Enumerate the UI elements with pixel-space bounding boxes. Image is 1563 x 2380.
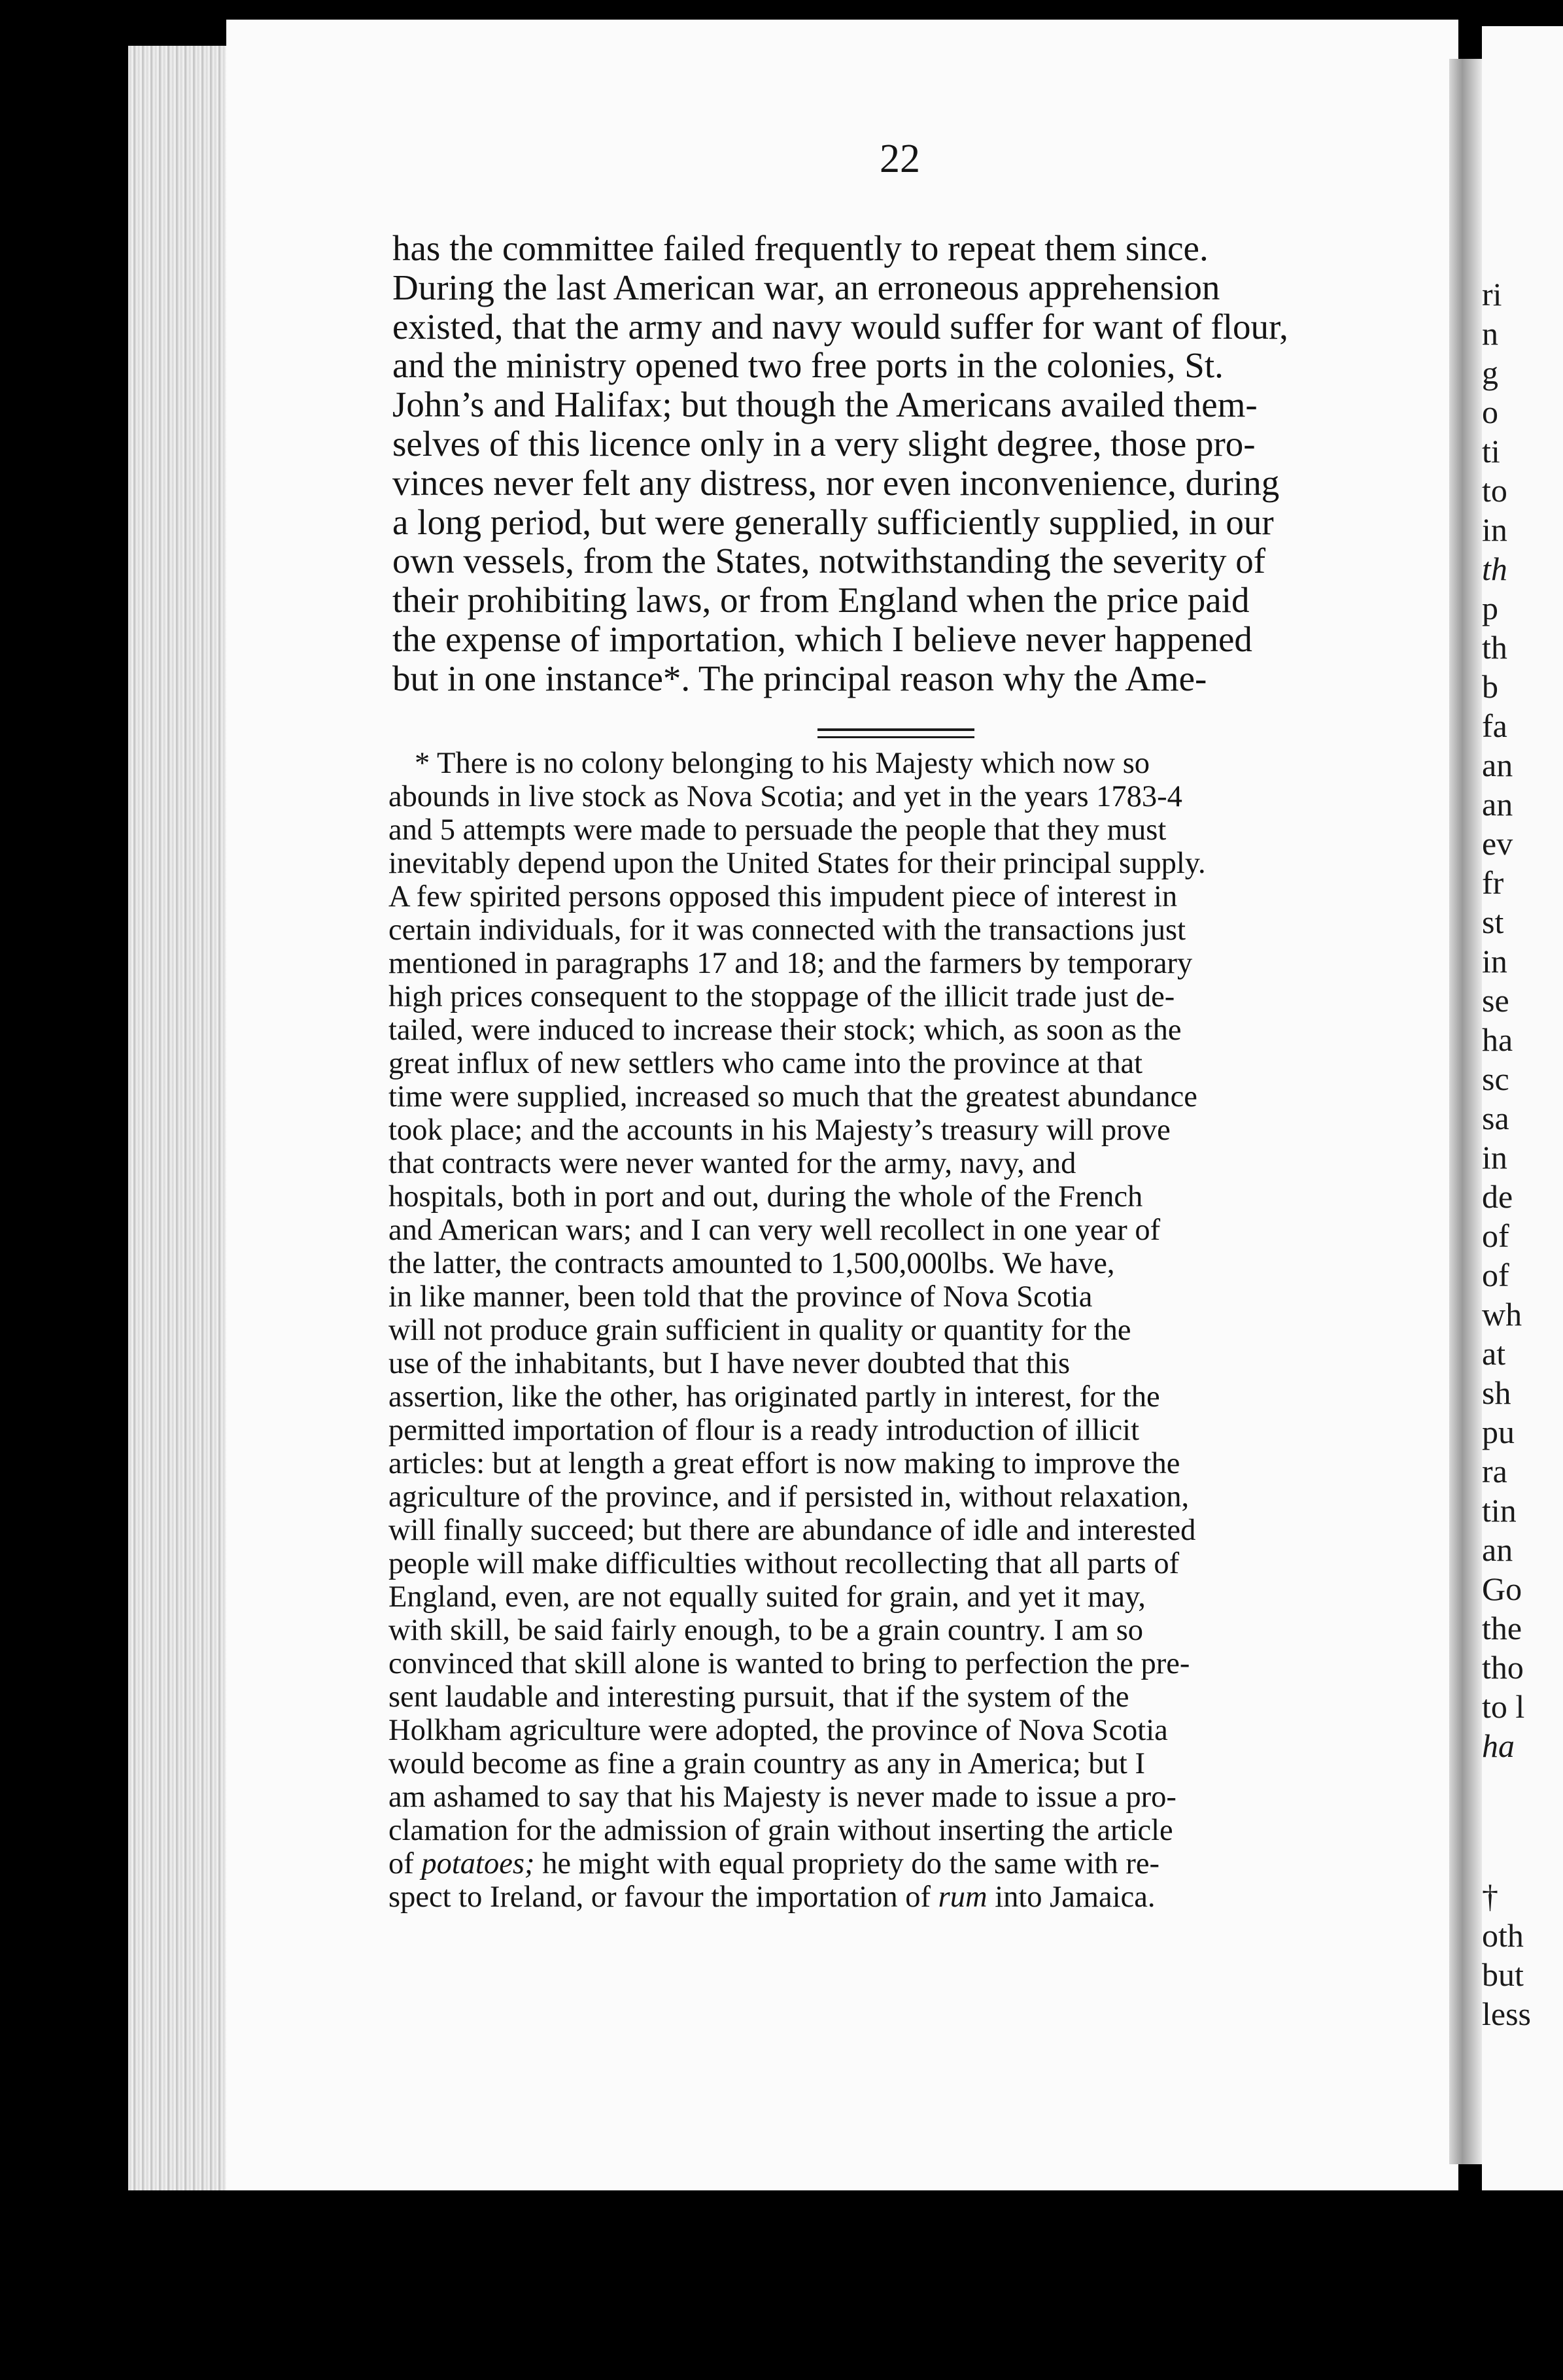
fragment-line: ra <box>1482 1453 1507 1489</box>
footnote-line: great influx of new settlers who came into the province at that <box>388 1047 1143 1080</box>
footnote-line: convinced that skill alone is wanted to bring to perfection the pre- <box>388 1647 1190 1680</box>
fragment-line: b <box>1482 668 1498 705</box>
footnote-line: took place; and the accounts in his Majesty’s treasury will prove <box>388 1114 1171 1147</box>
footnote-line: with skill, be said fairly enough, to be a grain country. I am so <box>388 1614 1144 1647</box>
fragment-line: se <box>1482 982 1509 1019</box>
fragment-line: the <box>1482 1610 1522 1646</box>
fragment-line: p <box>1482 590 1498 626</box>
footnote-line: mentioned in paragraphs 17 and 18; and the farmers by temporary <box>388 947 1193 980</box>
fragment-line: to <box>1482 472 1507 509</box>
footnote-line: assertion, like the other, has originated partly in interest, for the <box>388 1380 1160 1414</box>
fragment-line: Go <box>1482 1571 1522 1607</box>
footnote-line: am ashamed to say that his Majesty is never made to issue a pro- <box>388 1780 1177 1814</box>
footnote <box>388 747 1396 1914</box>
fragment-line: n <box>1482 315 1498 352</box>
text-line: John’s and Halifax; but though the Americans availed them- <box>392 384 1258 425</box>
binding-gutter <box>128 46 226 2190</box>
line-text: he might with equal propriety do the same with re- <box>534 1847 1160 1880</box>
page-fold-shadow <box>1449 59 1482 2164</box>
fragment-line: to l <box>1482 1688 1525 1725</box>
text-line: existed, that the army and navy would suffer for want of flour, <box>392 306 1288 347</box>
footnote-line: Holkham agriculture were adopted, the province of Nova Scotia <box>388 1714 1168 1747</box>
footnote-line: permitted importation of flour is a ready introduction of illicit <box>388 1414 1140 1447</box>
footnote-divider <box>817 728 974 731</box>
footnote-line: and American wars; and I can very well recollect in one year of <box>388 1214 1161 1247</box>
footnote-line: people will make difficulties without recollecting that all parts of <box>388 1547 1180 1580</box>
line-text: into Jamaica. <box>987 1880 1156 1914</box>
fragment-line: in <box>1482 1139 1507 1176</box>
text-line: their prohibiting laws, or from England when the price paid <box>392 580 1250 620</box>
fragment-line: de <box>1482 1178 1513 1215</box>
fragment-line: th <box>1482 551 1507 587</box>
fragment-line: ri <box>1482 276 1502 313</box>
fragment-line: tin <box>1482 1492 1517 1529</box>
footnote-line: A few spirited persons opposed this impudent piece of interest in <box>388 880 1178 913</box>
footnote-divider-underline <box>817 736 974 738</box>
fragment-line: th <box>1482 629 1507 666</box>
fragment-line: st <box>1482 904 1504 940</box>
footnote-line: the latter, the contracts amounted to 1,500,000lbs. We have, <box>388 1247 1115 1280</box>
line-text: of <box>388 1847 422 1880</box>
fragment-line: o <box>1482 394 1498 430</box>
text-line: and the ministry opened two free ports in the colonies, St. <box>392 345 1224 386</box>
text-line: but in one instance*. The principal reason why the Ame- <box>392 658 1207 698</box>
text-line: During the last American war, an erroneous apprehension <box>392 267 1220 307</box>
fragment-line: fr <box>1482 864 1504 901</box>
fragment-line: in <box>1482 943 1507 979</box>
page-number: 22 <box>880 137 920 181</box>
fragment-line: of <box>1482 1217 1509 1254</box>
text-line: a long period, but were generally sufficiently supplied, in our <box>392 502 1274 542</box>
footnote-line: agriculture of the province, and if persisted in, without relaxation, <box>388 1480 1190 1514</box>
fragment-line: an <box>1482 1531 1513 1568</box>
main-paragraph <box>392 229 1400 698</box>
text-line: has the committee failed frequently to repeat them since. <box>392 228 1209 268</box>
fragment-line: in <box>1482 511 1507 548</box>
text-line: the expense of importation, which I believe never happened <box>392 619 1252 659</box>
footnote-line: clamation for the admission of grain without inserting the article <box>388 1814 1173 1847</box>
fragment-line: † <box>1482 1878 1498 1914</box>
footnote-line: in like manner, been told that the province of Nova Scotia <box>388 1280 1093 1314</box>
footnote-line: use of the inhabitants, but I have never doubted that this <box>388 1347 1071 1380</box>
adjacent-page-fragment <box>1482 26 1563 2190</box>
footnote-line: tailed, were induced to increase their stock; which, as soon as the <box>388 1013 1182 1047</box>
footnote-line: and 5 attempts were made to persuade the people that they must <box>388 813 1167 847</box>
fragment-line: sa <box>1482 1100 1509 1136</box>
footnote-line: England, even, are not equally suited for grain, and yet it may, <box>388 1580 1146 1614</box>
fragment-line: pu <box>1482 1414 1515 1450</box>
fragment-line: wh <box>1482 1296 1522 1333</box>
footnote-line: inevitably depend upon the United States for their principal supply. <box>388 847 1206 880</box>
footnote-line: will not produce grain sufficient in quality or quantity for the <box>388 1314 1131 1347</box>
footnote-line: abounds in live stock as Nova Scotia; and yet in the years 1783-4 <box>388 780 1182 813</box>
fragment-line: less <box>1482 1996 1531 2032</box>
fragment-line: g <box>1482 354 1498 391</box>
text-line: vinces never felt any distress, nor even inconvenience, during <box>392 462 1280 503</box>
fragment-line: at <box>1482 1335 1506 1372</box>
fragment-line: an <box>1482 747 1513 783</box>
footnote-line: will finally succeed; but there are abundance of idle and interested <box>388 1514 1196 1547</box>
fragment-line: ev <box>1482 825 1513 862</box>
text-line: own vessels, from the States, notwithstanding the severity of <box>392 541 1266 581</box>
fragment-line: of <box>1482 1257 1509 1293</box>
fragment-line: but <box>1482 1956 1524 1993</box>
footnote-line <box>388 1847 1396 1880</box>
fragment-line: ha <box>1482 1021 1513 1058</box>
fragment-line: ti <box>1482 433 1500 469</box>
fragment-line: ha <box>1482 1727 1515 1764</box>
footnote-line: time were supplied, increased so much that the greatest abundance <box>388 1080 1197 1114</box>
fragment-line: oth <box>1482 1917 1524 1954</box>
footnote-line: high prices consequent to the stoppage of the illicit trade just de- <box>388 980 1175 1013</box>
italic-word: potatoes; <box>421 1847 535 1880</box>
footnote-line: * There is no colony belonging to his Majesty which now so <box>415 747 1150 780</box>
text-line: selves of this licence only in a very slight degree, those pro- <box>392 423 1256 464</box>
footnote-line: certain individuals, for it was connected with the transactions just <box>388 913 1186 947</box>
fragment-line: sc <box>1482 1061 1509 1097</box>
italic-word: rum <box>938 1880 988 1914</box>
fragment-line: an <box>1482 786 1513 823</box>
footnote-line: sent laudable and interesting pursuit, that if the system of the <box>388 1680 1129 1714</box>
footnote-line: hospitals, both in port and out, during the whole of the French <box>388 1180 1143 1214</box>
fragment-line: tho <box>1482 1649 1524 1686</box>
fragment-line: fa <box>1482 707 1507 744</box>
footnote-line: would become as fine a grain country as any in America; but I <box>388 1747 1145 1780</box>
footnote-line <box>388 1880 1396 1914</box>
footnote-line: that contracts were never wanted for the army, navy, and <box>388 1147 1076 1180</box>
footnote-line: articles: but at length a great effort is now making to improve the <box>388 1447 1180 1480</box>
line-text: spect to Ireland, or favour the importation of <box>388 1880 938 1914</box>
fragment-line: sh <box>1482 1374 1511 1411</box>
